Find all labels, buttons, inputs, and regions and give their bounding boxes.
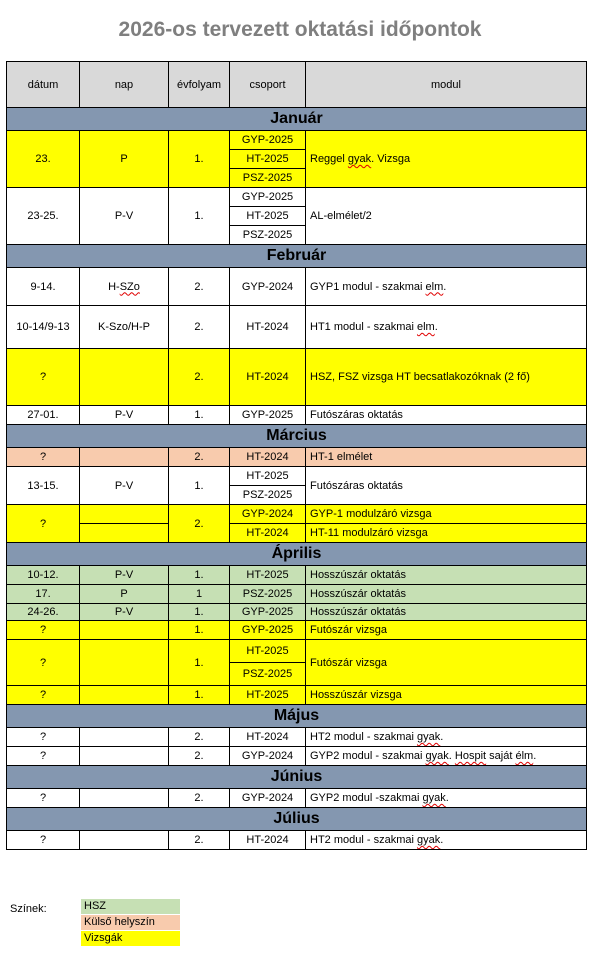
cell-csoport: HT-2024 [230, 448, 306, 467]
modul-text: elm [416, 321, 435, 333]
cell-evfolyam: 1. [169, 640, 230, 686]
month-row-februar [7, 245, 587, 268]
cell-modul: Futószáras oktatás [306, 406, 587, 425]
table-row [7, 505, 587, 524]
cell-nap [80, 448, 169, 467]
col-header-modul: modul [306, 62, 587, 108]
cell-nap [80, 640, 169, 686]
month-row-aprilis [7, 543, 587, 566]
cell-nap [80, 524, 169, 543]
cell-csoport: GYP-2024 [230, 747, 306, 766]
month-row-julius [7, 808, 587, 831]
col-header-nap: nap [80, 62, 169, 108]
legend-hsz: HSZ [81, 899, 180, 914]
cell-evfolyam: 1. [169, 604, 230, 621]
cell-evfolyam: 1. [169, 621, 230, 640]
modul-text: elm [425, 280, 444, 293]
cell-evfolyam: 2. [169, 728, 230, 747]
month-title: Március [7, 425, 587, 448]
cell-datum: ? [7, 621, 80, 640]
modul-text: gyak [416, 731, 441, 743]
cell-modul: Hosszúszár oktatás [306, 585, 587, 604]
table-row [7, 566, 587, 585]
cell-csoport: HT-2025 [230, 207, 306, 226]
cell-csoport: PSZ-2025 [230, 486, 306, 505]
cell-nap: P-V [80, 406, 169, 425]
cell-modul: HT-11 modulzáró vizsga [306, 524, 587, 543]
legend-kulso-helyszin: Külső helyszín [81, 915, 180, 930]
cell-modul: Futószár vizsga [306, 621, 587, 640]
cell-nap [80, 268, 169, 306]
table-row [7, 406, 587, 425]
cell-datum: ? [7, 686, 80, 705]
cell-csoport: HT-2024 [230, 349, 306, 406]
cell-evfolyam: 2. [169, 789, 230, 808]
modul-text: gyak [416, 834, 441, 846]
cell-csoport: PSZ-2025 [230, 169, 306, 188]
legend-label: Színek: [10, 903, 47, 915]
table-row [7, 448, 587, 467]
modul-text: . [440, 834, 444, 846]
cell-evfolyam: 2. [169, 747, 230, 766]
cell-csoport: GYP-2025 [230, 188, 306, 207]
table-row [7, 467, 587, 486]
cell-csoport: GYP-2025 [230, 621, 306, 640]
cell-nap [80, 789, 169, 808]
cell-datum: 17. [7, 585, 80, 604]
cell-csoport: HT-2025 [230, 150, 306, 169]
cell-evfolyam: 1. [169, 406, 230, 425]
cell-nap [80, 831, 169, 850]
cell-evfolyam: 2. [169, 505, 230, 543]
cell-modul [306, 131, 587, 188]
cell-datum: 13-15. [7, 467, 80, 505]
table-row [7, 604, 587, 621]
table-row [7, 585, 587, 604]
modul-text: HT2 modul - szakmai [310, 731, 417, 743]
table-row [7, 621, 587, 640]
cell-modul: Futószáras oktatás [306, 467, 587, 505]
page-title: 2026-os tervezett oktatási időpontok [118, 18, 482, 41]
month-title: Június [7, 766, 587, 789]
cell-evfolyam: 2. [169, 306, 230, 349]
cell-modul [306, 268, 587, 306]
cell-csoport: GYP-2024 [230, 789, 306, 808]
cell-nap: P [80, 585, 169, 604]
cell-nap: K-Szo/H-P [80, 306, 169, 349]
cell-evfolyam: 2. [169, 349, 230, 406]
cell-nap: P [80, 131, 169, 188]
nap-text: SZo [119, 280, 140, 293]
cell-modul [306, 728, 587, 747]
cell-evfolyam: 1. [169, 566, 230, 585]
modul-text: . [448, 750, 455, 762]
cell-datum: 10-12. [7, 566, 80, 585]
cell-datum: ? [7, 831, 80, 850]
month-row-marcius [7, 425, 587, 448]
modul-text: élm [515, 750, 534, 762]
modul-text: . [440, 731, 444, 743]
month-title: Február [7, 245, 587, 268]
cell-nap: P-V [80, 467, 169, 505]
cell-datum: ? [7, 789, 80, 808]
cell-csoport: HT-2024 [230, 306, 306, 349]
cell-csoport: HT-2024 [230, 728, 306, 747]
cell-modul: HSZ, FSZ vizsga HT becsatlakozóknak (2 fő) [306, 349, 587, 406]
cell-csoport: GYP-2025 [230, 604, 306, 621]
cell-evfolyam: 1 [169, 585, 230, 604]
cell-modul: AL-elmélet/2 [306, 188, 587, 245]
cell-nap: P-V [80, 188, 169, 245]
month-title: Július [7, 808, 587, 831]
cell-csoport: HT-2025 [230, 566, 306, 585]
cell-nap [80, 349, 169, 406]
col-header-csoport: csoport [230, 62, 306, 108]
cell-nap: P-V [80, 566, 169, 585]
modul-text: . Vizsga [371, 153, 411, 165]
cell-nap [80, 686, 169, 705]
table-row [7, 131, 587, 150]
table-row [7, 640, 587, 663]
month-row-junius [7, 766, 587, 789]
cell-nap: P-V [80, 604, 169, 621]
cell-datum: ? [7, 349, 80, 406]
cell-csoport: PSZ-2025 [230, 663, 306, 686]
cell-csoport: PSZ-2025 [230, 585, 306, 604]
cell-csoport: HT-2025 [230, 686, 306, 705]
table-row [7, 524, 587, 543]
month-row-januar [7, 108, 587, 131]
table-row [7, 268, 587, 306]
table-row [7, 188, 587, 207]
table-row [7, 728, 587, 747]
cell-csoport: GYP-2024 [230, 268, 306, 306]
table-row [7, 349, 587, 406]
cell-datum: 23-25. [7, 188, 80, 245]
schedule-table [6, 61, 587, 850]
col-header-evfolyam: évfolyam [169, 62, 230, 108]
modul-text: Reggel [310, 153, 348, 165]
cell-modul: HT-1 elmélet [306, 448, 587, 467]
table-row [7, 747, 587, 766]
legend-vizsgak: Vizsgák [81, 931, 180, 946]
modul-text: gyak [347, 153, 372, 165]
header-row [7, 62, 587, 108]
modul-text: GYP1 modul - szakmai [310, 280, 426, 293]
cell-evfolyam: 1. [169, 686, 230, 705]
cell-datum: 9-14. [7, 268, 80, 306]
cell-modul [306, 747, 587, 766]
month-row-majus [7, 705, 587, 728]
modul-text: . [445, 792, 449, 804]
cell-modul: Hosszúszár oktatás [306, 566, 587, 585]
cell-nap [80, 505, 169, 524]
cell-datum: ? [7, 728, 80, 747]
cell-evfolyam: 1. [169, 467, 230, 505]
cell-csoport: HT-2024 [230, 831, 306, 850]
cell-csoport: PSZ-2025 [230, 226, 306, 245]
cell-modul [306, 831, 587, 850]
cell-nap [80, 747, 169, 766]
nap-text: H- [108, 280, 120, 293]
table-row [7, 789, 587, 808]
cell-modul: Futószár vizsga [306, 640, 587, 686]
cell-modul [306, 789, 587, 808]
cell-csoport: GYP-2024 [230, 505, 306, 524]
cell-evfolyam: 2. [169, 448, 230, 467]
table-row [7, 686, 587, 705]
cell-evfolyam: 2. [169, 831, 230, 850]
cell-nap [80, 621, 169, 640]
col-header-datum: dátum [7, 62, 80, 108]
cell-datum: 23. [7, 131, 80, 188]
modul-text: HT1 modul - szakmai [310, 321, 417, 333]
modul-text: gyak [422, 792, 446, 804]
modul-text: . [434, 321, 438, 333]
cell-csoport: HT-2024 [230, 524, 306, 543]
modul-text: Hospit [454, 750, 487, 762]
cell-modul: Hosszúszár vizsga [306, 686, 587, 705]
month-title: Január [7, 108, 587, 131]
cell-evfolyam: 1. [169, 188, 230, 245]
cell-nap [80, 728, 169, 747]
cell-evfolyam: 1. [169, 131, 230, 188]
month-title: Május [7, 705, 587, 728]
cell-modul: GYP-1 modulzáró vizsga [306, 505, 587, 524]
cell-datum: ? [7, 747, 80, 766]
modul-text: . [443, 280, 447, 293]
cell-modul: Hosszúszár oktatás [306, 604, 587, 621]
modul-text: gyak [425, 750, 449, 762]
modul-text: GYP2 modul - szakmai [310, 750, 426, 762]
modul-text: GYP2 modul -szakmai [310, 792, 423, 804]
cell-csoport: HT-2025 [230, 467, 306, 486]
cell-datum: 27-01. [7, 406, 80, 425]
modul-text: HT2 modul - szakmai [310, 834, 417, 846]
cell-datum: ? [7, 505, 80, 543]
table-row [7, 831, 587, 850]
modul-text: saját [486, 750, 516, 762]
cell-datum: 24-26. [7, 604, 80, 621]
cell-datum: ? [7, 448, 80, 467]
cell-csoport: GYP-2025 [230, 406, 306, 425]
cell-datum: ? [7, 640, 80, 686]
month-title: Április [7, 543, 587, 566]
modul-text: . [533, 750, 537, 762]
table-row [7, 306, 587, 349]
cell-modul [306, 306, 587, 349]
cell-csoport: HT-2025 [230, 640, 306, 663]
cell-csoport: GYP-2025 [230, 131, 306, 150]
cell-evfolyam: 2. [169, 268, 230, 306]
cell-datum: 10-14/9-13 [7, 306, 80, 349]
